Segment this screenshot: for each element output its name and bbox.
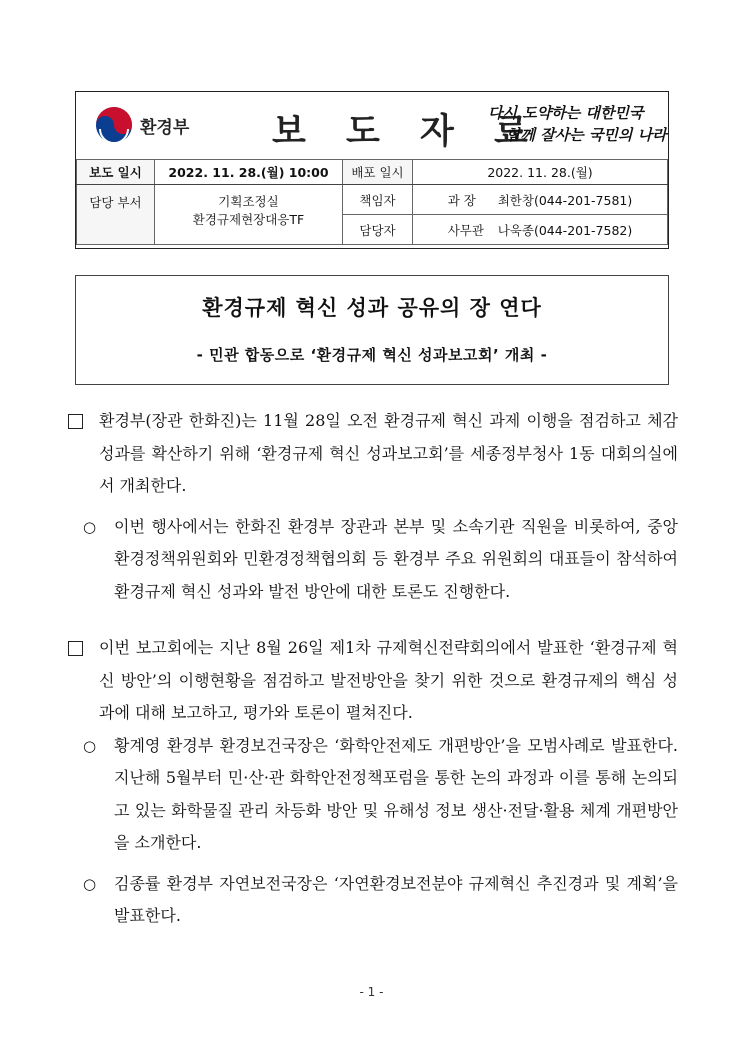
distribution-label: 배포 일시 (343, 160, 413, 185)
article-body (68, 405, 678, 933)
slogan-line-2: 함께 잘사는 국민의 나라 (506, 126, 667, 144)
square-bullet-icon (68, 414, 83, 429)
staff-position: 사무관 (447, 222, 484, 238)
circle-bullet-icon: ○ (83, 736, 97, 755)
release-row (77, 160, 668, 185)
responsible-cell (413, 185, 668, 215)
staff-cell (413, 215, 668, 245)
headline-title: 환경규제 혁신 성과 공유의 장 연다 (202, 296, 542, 320)
department-line-2: 환경규제현장대응TF (192, 212, 305, 227)
paragraph-1-sub-1-text: 이번 행사에서는 한화진 환경부 장관과 본부 및 소속기관 직원을 비롯하여, 중앙환경정책위원회와 민환경정책협의회 등 환경부 주요 위원회의 대표들이 참석하여 환경규제 혁신 성과와 발전 방안에 대한 토론도 진행한다. (114, 516, 678, 601)
press-release-header (75, 91, 669, 249)
headline-subtitle: - 민관 합동으로 ‘환경규제 혁신 성과보고회’ 개최 - (196, 346, 548, 364)
page-number: - 1 - (359, 985, 384, 999)
paragraph-2-sub-1-text: 황계영 환경부 환경보건국장은 ‘화학안전제도 개편방안’을 모범사례로 발표한다. 지난해 5월부터 민·산·관 화학안전정책포럼을 통한 논의 과정과 이를 통해 논의되고 있는 화학물질 관리 차등화 방안 및 유해성 정보 생산·전달·활용 체계 개편방안을 소개한다. (114, 735, 678, 852)
paragraph-2-text: 이번 보고회에는 지난 8월 26일 제1차 규제혁신전략회의에서 발표한 ‘환경규제 혁신 방안’의 이행현황을 점검하고 발전방안을 찾기 위한 것으로 환경규제의 핵심 성과에 대해 보고하고, 평가와 토론이 펼쳐진다. (99, 638, 678, 722)
paragraph-2-sub-2 (68, 868, 678, 933)
release-label: 보도 일시 (77, 160, 155, 185)
department-label: 담당 부서 (77, 185, 155, 245)
circle-bullet-icon: ○ (83, 517, 97, 536)
paragraph-2-sub-1 (68, 730, 678, 860)
circle-bullet-icon: ○ (83, 874, 97, 893)
paragraph-2 (68, 632, 678, 730)
slogan-line-1: 다시 도약하는 대한민국 (488, 104, 644, 122)
distribution-value: 2022. 11. 28.(월) (413, 160, 668, 185)
department-value (155, 185, 343, 245)
headline-box (75, 275, 669, 385)
taegeuk-logo-icon (94, 105, 134, 145)
square-bullet-icon (68, 641, 83, 656)
press-release-title: 보 도 자 료 (272, 112, 542, 152)
responsible-row (77, 185, 668, 215)
responsible-position: 과 장 (447, 192, 476, 208)
staff-label: 담당자 (343, 215, 413, 245)
release-value: 2022. 11. 28.(월) 10:00 (155, 160, 343, 185)
header-banner (76, 92, 668, 160)
release-info-table (76, 159, 668, 245)
ministry-logo (94, 105, 189, 145)
responsible-contact: 최한창(044-201-7581) (497, 192, 633, 208)
government-slogan (488, 102, 667, 146)
paragraph-1 (68, 405, 678, 503)
department-line-1: 기획조정실 (218, 194, 279, 209)
ministry-name: 환경부 (140, 117, 190, 138)
staff-contact: 나욱종(044-201-7582) (497, 222, 633, 238)
paragraph-2-sub-2-text: 김종률 환경부 자연보전국장은 ‘자연환경보전분야 규제혁신 추진경과 및 계획’을 발표한다. (114, 873, 678, 925)
responsible-label: 책임자 (343, 185, 413, 215)
paragraph-1-sub-1 (68, 511, 678, 609)
paragraph-1-text: 환경부(장관 한화진)는 11월 28일 오전 환경규제 혁신 과제 이행을 점검하고 체감성과를 확산하기 위해 ‘환경규제 혁신 성과보고회’를 세종정부청사 1동 대회의실에서 개최한다. (99, 411, 678, 495)
